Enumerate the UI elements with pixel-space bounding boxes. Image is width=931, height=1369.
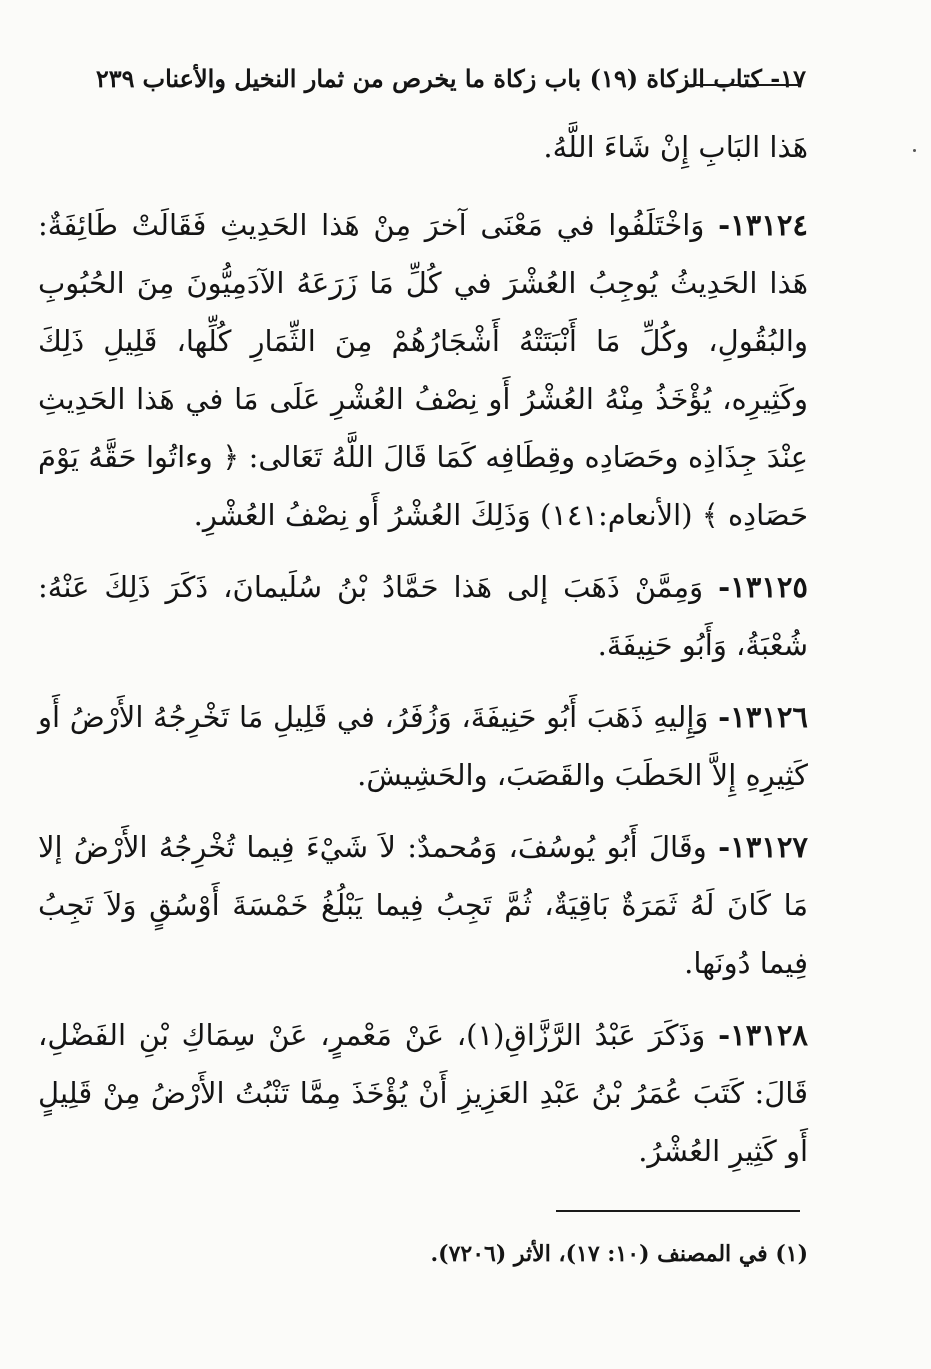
paragraph-number: ١٣١٢٨-	[718, 1018, 808, 1052]
paragraph-text: وَإِليهِ ذَهَبَ أَبُو حَنِيفَةَ، وَزُفَرُ، في قَلِيلِ مَا تَخْرِجُهُ الأَرْضُ أَو كَثِيرِهِ إِلاَّ الحَطَبَ والقَصَبَ، والحَشِيشَ.	[38, 700, 808, 792]
paragraph-text: وَمِمَّنْ ذَهَبَ إلى هَذا حَمَّادُ بْنُ سُلَيمانَ، ذَكَرَ ذَلِكَ عَنْهُ: شُعْبَةُ، وَأَبُو حَنِيفَةَ.	[38, 570, 808, 662]
paragraph	[38, 688, 808, 804]
footnote-rule	[556, 1210, 800, 1212]
page-speck	[913, 149, 916, 152]
footnote	[38, 1234, 808, 1274]
paragraph	[38, 196, 808, 544]
footnote-text: (١) في المصنف (١٠: ١٧)، الأثر (٧٢٠٦).	[430, 1241, 808, 1267]
paragraph-number: ١٣١٢٥-	[718, 570, 809, 604]
paragraph-text: وقَالَ أَبُو يُوسُفَ، وَمُحمدٌ: لاَ شَيْءَ فِيما تُخْرِجُهُ الأَرْضُ إلا مَا كَانَ لَهُ ثَمَرَةٌ بَاقِيَةٌ، ثُمَّ تَجِبُ فِيما يَبْلُغُ خَمْسَةَ أَوْسُقٍ وَلاَ تَجِبُ فِيما دُونَها.	[38, 830, 808, 980]
header-rule	[690, 84, 800, 86]
paragraph	[38, 818, 808, 992]
body-text	[38, 118, 808, 1194]
paragraph	[38, 118, 808, 176]
paragraph-number: ١٣١٢٤-	[718, 208, 808, 242]
chapter-title: ١٧- كتاب الزكاة (١٩) باب زكاة ما يخرص من ثمار النخيل والأعناب	[142, 63, 806, 93]
running-head	[36, 58, 806, 98]
paragraph-number: ١٣١٢٦-	[718, 700, 809, 734]
paragraph-text: وَذَكَرَ عَبْدُ الرَّزَّاقِ(١)، عَنْ مَعْمرٍ، عَنْ سِمَاكِ بْنِ الفَضْلِ، قَالَ: كَتَبَ عُمَرُ بْنُ عَبْدِ العَزِيزِ أَنْ يُؤْخَذَ مِمَّا تَنْبُتُ الأَرْضُ مِنْ قَلِيلٍ أَو كَثِيرِ العُشْرُ.	[38, 1018, 808, 1168]
page-number: ٢٣٩	[95, 63, 135, 93]
paragraph	[38, 1006, 808, 1180]
paragraph-text: هَذا البَابِ إِنْ شَاءَ اللَّهُ.	[543, 130, 808, 164]
paragraph-number: ١٣١٢٧-	[718, 830, 809, 864]
paragraph	[38, 558, 808, 674]
paragraph-text: وَاخْتَلَفُوا في مَعْنَى آخرَ مِنْ هَذا الحَدِيثِ فَقَالَتْ طَائِفَةٌ: هَذا الحَدِيثُ يُوجِبُ العُشْرَ في كُلِّ مَا زَرَعَهُ الآدَمِيُّونَ مِنَ الحُبُوبِ والبُقُولِ، وكُلِّ مَا أَنْبَتَتْهُ أَشْجَارُهُمْ مِنَ الثِّمَارِ كُلِّها، قَلِيلِ ذَلِكَ وكَثِيرِه، يُؤْخَذُ مِنْهُ العُشْرُ أَو نِصْفُ العُشْرِ عَلَى مَا في هَذا الحَدِيثِ عِنْدَ جِذَاذِه وحَصَادِه وقِطَافِه كَمَا قَالَ اللَّهُ تَعَالى: ﴿ وءاتُوا حَقَّهُ يَوْمَ حَصَادِه ﴾ (الأنعام:١٤١) وَذَلِكَ العُشْرُ أَو نِصْفُ العُشْرِ.	[38, 208, 808, 532]
